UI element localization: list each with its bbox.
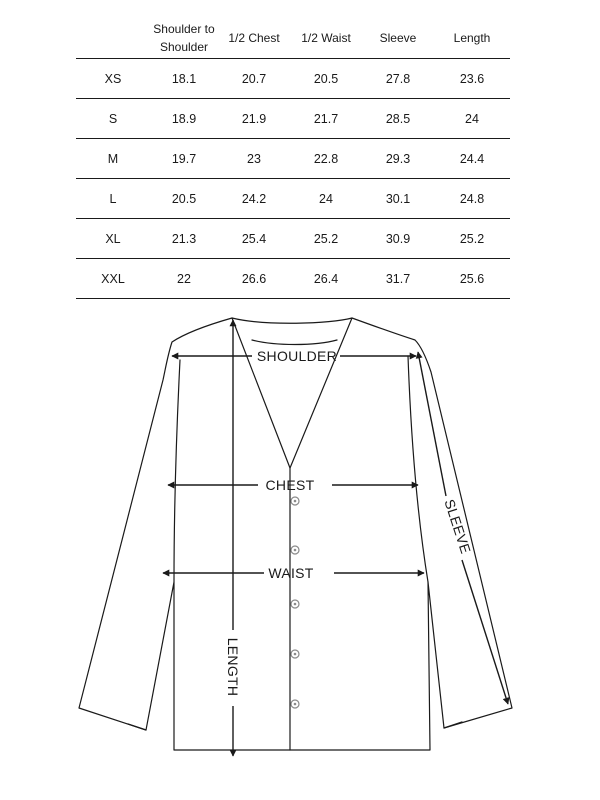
size-row-m	[76, 139, 510, 179]
sleeve-arrow-bottom	[462, 560, 508, 704]
size-row-xl	[76, 219, 510, 259]
sleeve-value: 27.8	[362, 59, 434, 99]
size-label: L	[76, 179, 150, 219]
size-row-xxl	[76, 259, 510, 299]
collar-back-line	[252, 340, 337, 345]
waist-value: 21.7	[290, 99, 362, 139]
shoulder-value: 21.3	[150, 219, 218, 259]
chest-value: 24.2	[218, 179, 290, 219]
left-sleeve-cuff-line	[128, 724, 146, 730]
chest-label: CHEST	[265, 477, 315, 493]
button-3-hole	[294, 603, 297, 606]
length-label: LENGTH	[225, 637, 241, 697]
size-row-xs	[76, 59, 510, 99]
length-value: 24.8	[434, 179, 510, 219]
size-label: XS	[76, 59, 150, 99]
size-label: XXL	[76, 259, 150, 299]
sleeve-value: 29.3	[362, 139, 434, 179]
waist-value: 26.4	[290, 259, 362, 299]
length-value: 24	[434, 99, 510, 139]
length-value: 23.6	[434, 59, 510, 99]
header-half-waist: 1/2 Waist	[301, 31, 351, 45]
size-label: XL	[76, 219, 150, 259]
shoulder-value: 18.1	[150, 59, 218, 99]
shoulder-value: 20.5	[150, 179, 218, 219]
button-2-hole	[294, 549, 297, 552]
waist-value: 20.5	[290, 59, 362, 99]
length-value: 25.2	[434, 219, 510, 259]
sleeve-value: 31.7	[362, 259, 434, 299]
button-4-hole	[294, 653, 297, 656]
header-length: Length	[453, 31, 491, 45]
sleeve-label: SLEEVE	[441, 497, 475, 556]
shoulder-label: SHOULDER	[256, 348, 338, 364]
left-armhole-seam	[174, 360, 180, 582]
size-label: M	[76, 139, 150, 179]
chest-value: 20.7	[218, 59, 290, 99]
waist-label: WAIST	[268, 565, 314, 581]
length-value: 25.6	[434, 259, 510, 299]
waist-value: 22.8	[290, 139, 362, 179]
header-half-chest: 1/2 Chest	[228, 31, 280, 45]
length-value: 24.4	[434, 139, 510, 179]
shoulder-value: 19.7	[150, 139, 218, 179]
sleeve-value: 30.9	[362, 219, 434, 259]
header-size	[76, 18, 150, 59]
cardigan-drawing	[0, 300, 600, 800]
chest-value: 23	[218, 139, 290, 179]
chest-value: 25.4	[218, 219, 290, 259]
size-label: S	[76, 99, 150, 139]
chest-value: 21.9	[218, 99, 290, 139]
button-1-hole	[294, 500, 297, 503]
header-shoulder: Shoulder to Shoulder	[153, 22, 215, 54]
shoulder-value: 22	[150, 259, 218, 299]
sleeve-value: 30.1	[362, 179, 434, 219]
button-5-hole	[294, 703, 297, 706]
waist-value: 25.2	[290, 219, 362, 259]
shoulder-value: 18.9	[150, 99, 218, 139]
cardigan-measurement-diagram	[0, 300, 600, 800]
header-sleeve: Sleeve	[379, 31, 417, 45]
waist-value: 24	[290, 179, 362, 219]
right-sleeve-cuff-line	[444, 722, 462, 728]
size-row-s	[76, 99, 510, 139]
size-chart-header-row	[76, 18, 510, 59]
sleeve-value: 28.5	[362, 99, 434, 139]
size-row-l	[76, 179, 510, 219]
chest-value: 26.6	[218, 259, 290, 299]
size-chart-table	[76, 18, 510, 299]
garment-outline	[79, 318, 512, 750]
